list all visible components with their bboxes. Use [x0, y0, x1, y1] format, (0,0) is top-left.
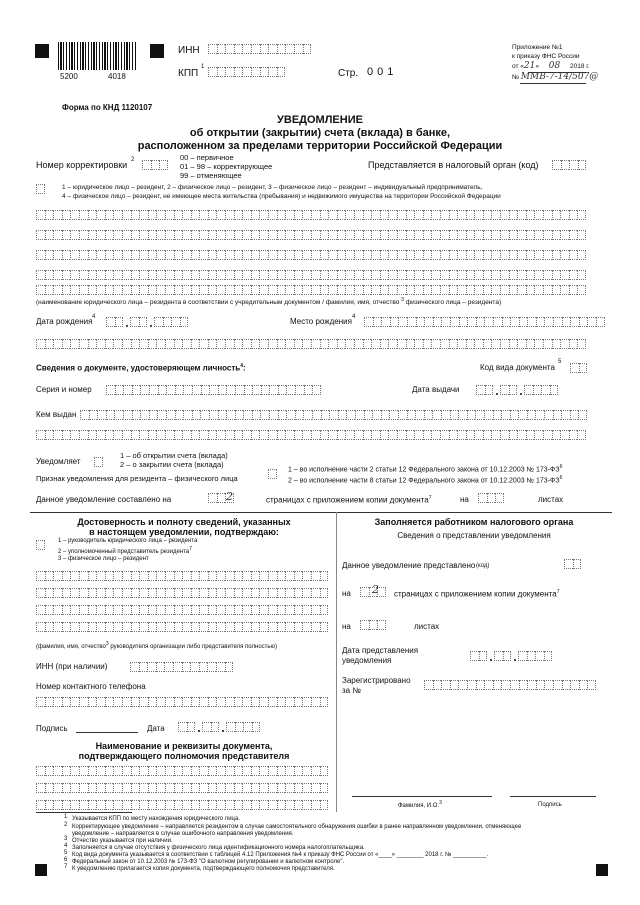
footnote-7: К уведомлению прилагается копия документа, подтверждающего полномочия представителя. [72, 866, 335, 872]
inn-optional-field[interactable] [130, 662, 233, 672]
footnote-n2: 2 [64, 822, 68, 828]
pages-prefix: Данное уведомление составлено на [36, 495, 172, 504]
sign-day-field[interactable] [178, 722, 195, 732]
barcode-number-right: 4018 [108, 72, 126, 81]
correction-sup: 2 [131, 157, 135, 163]
name-row[interactable] [36, 285, 586, 295]
issued-by-field[interactable] [80, 410, 587, 420]
corner-marker [596, 864, 608, 876]
appendix-line3: от «21» 08 2018 г. [512, 61, 590, 71]
kpp-sup: 1 [201, 64, 205, 70]
registered-field[interactable] [424, 680, 596, 690]
confirm-opt2: 2 – уполномоченный представитель резидента$^7$ [58, 546, 192, 555]
kpp-label: КПП [178, 68, 199, 79]
footnote-6: Федеральный закон от 10.12.2003 № 173-ФЗ "О валютном регулировании и валютном контроле". [72, 859, 345, 865]
footnote-2a: Корректирующее уведомление – направляется резидентом в случае самостоятельного обнаружения ошибки в ранее направленном уведомлении, отменяющее [72, 824, 522, 830]
footnote-3: Отчество указывается при наличии. [72, 838, 173, 844]
sign-line[interactable] [76, 732, 138, 733]
inn-optional-label: ИНН (при наличии) [36, 662, 108, 671]
footnote-5: Код вида документа указывается в соответствии с таблицей 4.12 Приложения №4 к приказу ФНС России от «____» ________ 2018 г. № __________. [72, 852, 489, 858]
person-type-field[interactable] [36, 184, 45, 194]
doc-type-label: Код вида документа [480, 363, 555, 372]
name-row[interactable] [36, 250, 586, 260]
left-heading2: в настоящем уведомлении, подтверждаю: [89, 527, 279, 537]
birth-year-field[interactable] [154, 317, 188, 327]
page-label: Стр. [338, 68, 359, 79]
right-fio-line[interactable] [352, 796, 492, 797]
identity-heading: Сведения о документе, удостоверяющем личность$^4$: [36, 363, 246, 373]
birth-month-field[interactable] [130, 317, 147, 327]
name-row[interactable] [36, 230, 586, 240]
right-subheading: Сведения о представлении уведомления [397, 531, 551, 540]
right-sign-label: Подпись [538, 802, 562, 808]
fio-row[interactable] [36, 622, 328, 632]
person-type-line1: 1 – юридическое лицо – резидент, 2 – физическое лицо – резидент, 3 – физическое лицо – резидент – индивидуальный предприниматель, [62, 184, 483, 191]
pages-mid: страницах с приложением копии документа$^7$ [266, 495, 432, 505]
presentation-day-field[interactable] [470, 651, 487, 661]
issued-by-label: Кем выдан [36, 410, 77, 419]
notify-label: Уведомляет [36, 457, 81, 466]
barcode [58, 42, 136, 70]
presentation-date-label2: уведомления [342, 656, 392, 665]
correction-opt1: 00 – первичное [180, 153, 234, 162]
appendix-line2: к приказу ФНС России [512, 53, 580, 60]
doc-heading2: подтверждающего полномочия представителя [78, 751, 290, 761]
title-line1: УВЕДОМЛЕНИЕ [277, 114, 363, 126]
tax-authority-field[interactable] [552, 160, 586, 170]
page-number: 001 [367, 66, 398, 78]
presentation-month-field[interactable] [494, 651, 511, 661]
footnote-2b: уведомление – направляется в случае ошибочного направления уведомления. [72, 831, 294, 837]
right-sheets-field[interactable] [360, 620, 386, 630]
footnote-4: Заполняется в случае отсутствия у физического лица идентификационного номера налогоплательщика. [72, 845, 365, 851]
resident-sign-opt2: 2 – во исполнение части 8 статьи 12 Федерального закона от 10.12.2003 № $173-ФЗ^6$ [288, 475, 563, 485]
presentation-date-label1: Дата представления [342, 646, 419, 655]
right-pages-text: страницах с приложением копии документа$^7$ [394, 589, 560, 599]
date-label: Дата [147, 724, 165, 733]
birth-place-row[interactable] [36, 339, 586, 349]
footnote-1: Указывается КПП по месту нахождения юридического лица. [72, 816, 240, 822]
right-on-label: на [342, 589, 351, 598]
presented-label: Данное уведомление представлено [342, 561, 476, 570]
barcode-number-left: 5200 [60, 72, 78, 81]
issued-by-row[interactable] [36, 430, 586, 440]
birth-place-label: Место рождения [290, 317, 352, 326]
correction-opt2: 01 – 98 – корректирующее [180, 162, 273, 171]
doc-row[interactable] [36, 800, 328, 810]
resident-sign-field[interactable] [268, 469, 277, 479]
presented-code: (код) [476, 563, 490, 569]
confirm-role-field[interactable] [36, 540, 45, 550]
birth-place-field[interactable] [364, 317, 605, 327]
notify-opt2: 2 – о закрытии счета (вклада) [120, 460, 224, 469]
right-fio-label: Фамилия, И.О.$^3$ [398, 800, 442, 809]
footnote-n7: 7 [64, 864, 68, 870]
confirm-opt3: 3 – физическое лицо – резидент [58, 556, 149, 562]
sign-month-field[interactable] [202, 722, 219, 732]
correction-opt3: 99 – отменяющее [180, 171, 242, 180]
footnote-n4: 4 [64, 843, 68, 849]
resident-sign-label: Признак уведомления для резидента – физического лица [36, 474, 238, 483]
notify-field[interactable] [94, 457, 103, 467]
pages-on-label: на [460, 495, 469, 504]
sheets-label: листах [538, 495, 564, 504]
corner-marker [150, 44, 164, 58]
right-pages-value: 2 [372, 583, 379, 596]
sign-year-field[interactable] [226, 722, 260, 732]
issue-date-label: Дата выдачи [412, 385, 460, 394]
pages-value: 2 [226, 490, 233, 503]
fio-row[interactable] [36, 605, 328, 615]
birth-date-sup: 4 [92, 314, 96, 320]
sheets-field[interactable] [478, 493, 504, 503]
title-line2: об открытии (закрытии) счета (вклада) в банке, [189, 127, 451, 139]
right-heading: Заполняется работником налогового органа [374, 517, 574, 527]
birth-place-sup: 4 [352, 314, 356, 320]
right-sign-line[interactable] [510, 796, 596, 797]
corner-marker [35, 44, 49, 58]
form-code: Форма по КНД 1120107 [62, 103, 153, 112]
notify-opt1: 1 – об открытии счета (вклада) [120, 451, 228, 460]
issue-month-field[interactable] [500, 385, 517, 395]
inn-label: ИНН [178, 45, 200, 56]
doc-row[interactable] [36, 783, 328, 793]
right-on2-label: на [342, 622, 351, 631]
series-field[interactable] [106, 385, 321, 395]
sign-label: Подпись [36, 724, 68, 733]
footnote-n6: 6 [64, 857, 68, 863]
fio-caption: (фамилия, имя, отчество$^3$ руководителя организации либо представителя полностью) [36, 641, 278, 650]
name-caption: (наименование юридического лица – резидента в соответствии с учредительным документом / фамилия, имя, отчество $^3$ физического лица – резидента) [36, 297, 502, 307]
left-heading1: Достоверность и полноту сведений, указанных [77, 517, 291, 527]
registered-label2: за № [342, 686, 361, 695]
issue-year-field[interactable] [524, 385, 558, 395]
correction-field[interactable] [142, 160, 168, 170]
doc-heading1: Наименование и реквизиты документа, [95, 741, 273, 751]
title-line3: расположенном за пределами территории Российской Федерации [137, 140, 503, 152]
doc-type-sup: 5 [558, 359, 562, 365]
appendix-line1: Приложение №1 [512, 44, 563, 51]
inn-field[interactable] [208, 44, 311, 54]
doc-type-field[interactable] [570, 363, 587, 373]
name-row[interactable] [36, 210, 586, 220]
birth-day-field[interactable] [106, 317, 123, 327]
kpp-field[interactable] [208, 67, 285, 77]
appendix-number: № ММВ-7-14/507@ [512, 72, 599, 82]
resident-sign-opt1: 1 – во исполнение части 2 статьи 12 Федерального закона от 10.12.2003 № $173-ФЗ^6$ [288, 464, 563, 474]
correction-label: Номер корректировки [36, 160, 128, 170]
registered-label1: Зарегистрировано [342, 676, 411, 685]
birth-date-label: Дата рождения [36, 317, 93, 326]
footnote-n5: 5 [64, 850, 68, 856]
fio-row[interactable] [36, 571, 328, 581]
tax-authority-label: Представляется в налоговый орган (код) [368, 160, 539, 170]
footnote-n1: 1 [64, 814, 68, 820]
phone-field[interactable] [36, 697, 328, 707]
right-sheets-label: листах [414, 622, 440, 631]
presented-field[interactable] [564, 559, 581, 569]
presentation-year-field[interactable] [518, 651, 552, 661]
footnote-n3: 3 [64, 836, 68, 842]
series-label: Серия и номер [36, 385, 92, 394]
corner-marker [35, 864, 47, 876]
confirm-opt1: 1 – руководитель юридического лица – резидента [58, 538, 198, 544]
doc-row[interactable] [36, 766, 328, 776]
phone-label: Номер контактного телефона [36, 682, 146, 691]
issue-day-field[interactable] [476, 385, 493, 395]
fio-row[interactable] [36, 588, 328, 598]
name-row[interactable] [36, 270, 586, 280]
person-type-line2: 4 – физическое лицо – резидент, не имеющее места жительства (пребывания) и недвижимого имущества на территории Российской Федерации [62, 193, 501, 200]
